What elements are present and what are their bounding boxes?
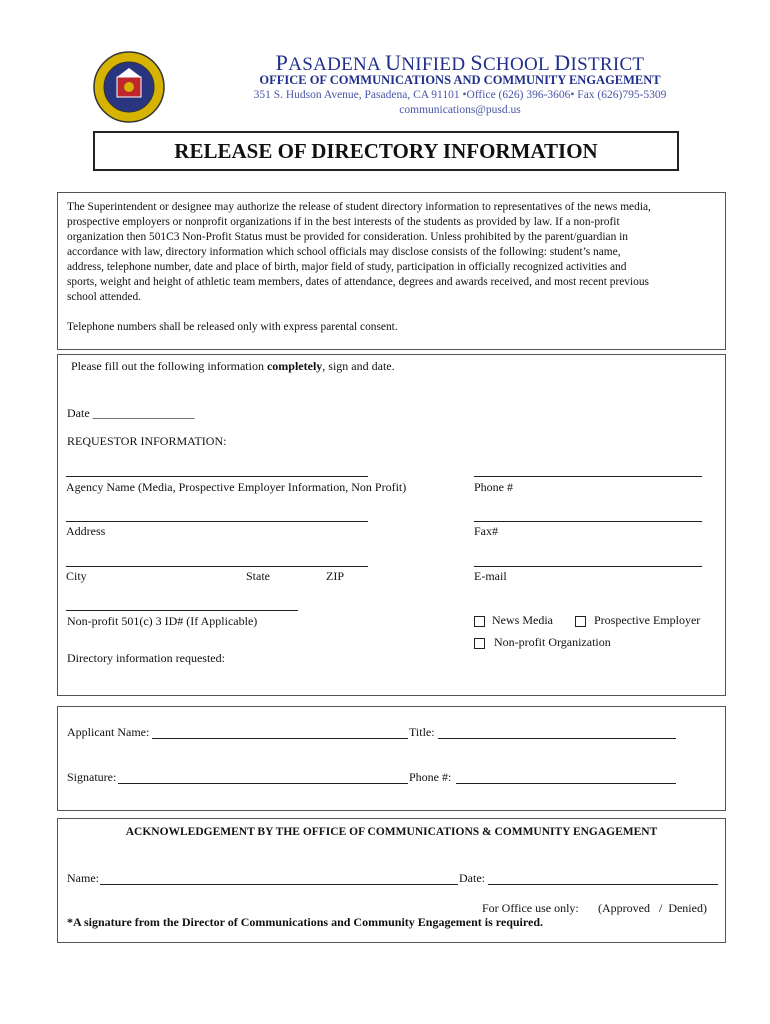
applicant-phone-label: Phone #: — [409, 770, 452, 784]
email-label: E-mail — [474, 569, 507, 583]
district-seal-logo — [92, 50, 166, 124]
office-email: communications@pusd.us — [399, 104, 521, 116]
applicant-section — [57, 706, 726, 811]
nonprofit-id-line[interactable] — [66, 610, 298, 611]
date-field[interactable]: Date _________________ — [67, 406, 195, 420]
approval-status[interactable]: (Approved / Denied) — [598, 901, 707, 915]
applicant-name-label: Applicant Name: — [67, 725, 150, 739]
intro-paragraph — [67, 200, 717, 305]
ack-name-line[interactable] — [100, 884, 458, 885]
intro-line: school attended. — [67, 291, 142, 303]
state-label: State — [246, 569, 270, 583]
applicant-phone-line[interactable] — [456, 783, 676, 784]
intro-line: The Superintendent or designee may authorize the release of student directory information to representatives of the news media, — [67, 201, 651, 213]
office-address: 351 S. Hudson Avenue, Pasadena, CA 91101 •Office (626) 396-3606• Fax (626)795-5309 — [253, 89, 667, 101]
office-use-label: For Office use only: — [482, 901, 579, 915]
fax-line[interactable] — [474, 521, 702, 522]
address-label: Address — [66, 524, 106, 538]
signature-label: Signature: — [67, 770, 117, 784]
director-signature-note: *A signature from the Director of Communications and Community Engagement is required. — [67, 915, 543, 929]
prospective-employer-checkbox[interactable] — [575, 616, 586, 627]
applicant-name-line[interactable] — [152, 738, 408, 739]
agency-name-line[interactable] — [66, 476, 368, 477]
city-state-zip-line[interactable] — [66, 566, 368, 567]
ack-name-label: Name: — [67, 871, 99, 885]
news-media-checkbox[interactable] — [474, 616, 485, 627]
agency-name-label: Agency Name (Media, Prospective Employer Information, Non Profit) — [66, 480, 407, 494]
ack-date-line[interactable] — [488, 884, 718, 885]
requestor-heading: REQUESTOR INFORMATION: — [67, 434, 227, 448]
directory-requested-label: Directory information requested: — [67, 651, 225, 665]
ack-date-label: Date: — [459, 871, 485, 885]
intro-line: organization then 501C3 Non-Profit Status must be provided for consideration. Unless prohibited by the parent/guardian in — [67, 231, 628, 243]
form-title: RELEASE OF DIRECTORY INFORMATION — [93, 131, 679, 171]
office-name: OFFICE OF COMMUNICATIONS AND COMMUNITY ENGAGEMENT — [259, 73, 661, 87]
intro-line: address, telephone number, date and place of birth, major field of study, participation in officially recognized activities and — [67, 261, 627, 273]
phone-consent-note: Telephone numbers shall be released only with express parental consent. — [67, 321, 398, 333]
district-name: PASADENA UNIFIED SCHOOL DISTRICT — [275, 50, 645, 75]
news-media-label: News Media — [492, 613, 553, 627]
zip-label: ZIP — [326, 569, 344, 583]
nonprofit-id-label: Non-profit 501(c) 3 ID# (If Applicable) — [67, 614, 258, 628]
phone-line[interactable] — [474, 476, 702, 477]
intro-line: accordance with law, directory information which school officials may disclose consists of the following: student’s name, — [67, 246, 621, 258]
intro-line: sports, weight and height of athletic team members, dates of attendance, degrees and awards received, and most recent previous — [67, 276, 649, 288]
acknowledgement-heading: ACKNOWLEDGEMENT BY THE OFFICE OF COMMUNICATIONS & COMMUNITY ENGAGEMENT — [125, 826, 658, 838]
fill-instruction: Please fill out the following information completely, sign and date. — [71, 359, 395, 373]
applicant-title-line[interactable] — [438, 738, 676, 739]
fax-label: Fax# — [474, 524, 498, 538]
signature-line[interactable] — [118, 783, 408, 784]
intro-line: prospective employers or nonprofit organizations if in the best interests of the students as provided by law. If a non-profit — [67, 216, 620, 228]
email-line[interactable] — [474, 566, 702, 567]
nonprofit-org-checkbox[interactable] — [474, 638, 485, 649]
address-line[interactable] — [66, 521, 368, 522]
prospective-employer-label: Prospective Employer — [594, 613, 701, 627]
phone-label: Phone # — [474, 480, 513, 494]
nonprofit-org-label: Non-profit Organization — [494, 635, 611, 649]
applicant-title-label: Title: — [409, 725, 435, 739]
city-label: City — [66, 569, 87, 583]
